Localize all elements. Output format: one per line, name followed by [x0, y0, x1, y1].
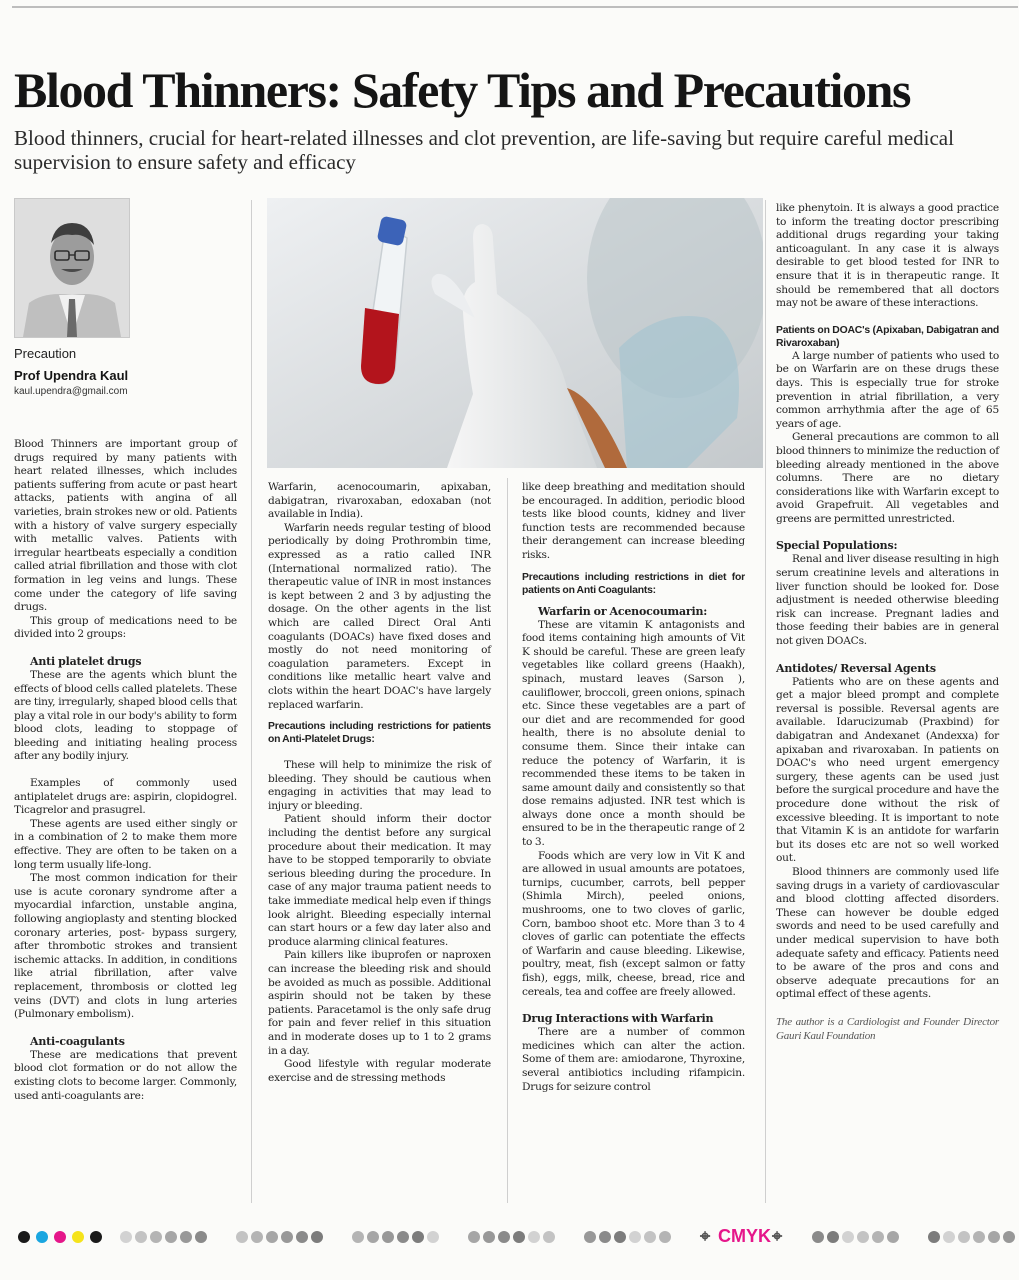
article-column-1 [14, 438, 237, 1103]
tint-dot-icon [397, 1231, 409, 1243]
paragraph: Examples of commonly used antiplatelet drugs are: aspirin, clopidogrel. Ticagrelor and prasugrel. [14, 777, 237, 817]
paragraph: Patient should inform their doctor including the dentist before any surgical procedure about their medication. It may have to be stopped temporarily to obviate serious bleeding during the procedure. In case of any major trauma patient needs to take immediate medical help even if things look alright. Bleeding especially internal can start hours or a few day later also and produce alarming clinical features. [268, 813, 491, 948]
tint-dot-icon [180, 1231, 192, 1243]
paragraph: A large number of patients who used to be on Warfarin are on these drugs these days. This is especially true for stroke prevention in atrial fibrillation, a very common arrhythmia after the age of 65 years of age. [776, 349, 999, 430]
tint-dot-icon [958, 1231, 970, 1243]
author-email[interactable]: kaul.upendra@gmail.com [14, 386, 128, 397]
yellow-dot-icon [72, 1231, 84, 1243]
subheading: Precautions including restrictions for patients on Anti-Platelet Drugs: [268, 721, 491, 746]
subheading: Precautions including restrictions in diet for patients on Anti Coagulants: [522, 571, 745, 596]
subheading: Anti-coagulants [30, 1034, 125, 1048]
paragraph: Warfarin needs regular testing of blood periodically by doing Prothrombin time, expressed as a ratio called INR (International normalized ratio). The therapeutic value of INR in most instances is kept between 2 and 3 by adjusting the dosage. On the other agents in the list which are called Direct Oral Anti coagulants (DOACs) have fixed doses and mostly do not need monitoring of coagulation parameters. Except in conditions like metallic heart valve and clots within the heart DOAC's have largely replaced warfarin. [268, 521, 491, 711]
paragraph: Warfarin, acenocoumarin, apixaban, dabigatran, rivaroxaban, edoxaban (not available in India). [268, 481, 491, 521]
tint-dot-icon [195, 1231, 207, 1243]
paragraph: General precautions are common to all blood thinners to minimize the reduction of bleeding already mentioned in the above columns. There are no dietary considerations like with Warfarin except to avoid Grapefruit. All vegetables and greens are permitted unrestricted. [776, 431, 999, 525]
tint-dot-icon [629, 1231, 641, 1243]
tint-dot-icon [513, 1231, 525, 1243]
subheading: Warfarin or Acenocoumarin: [538, 604, 708, 618]
paragraph: Blood thinners are commonly used life saving drugs in a variety of cardiovascular and blood clotting affected disorders. These can however be double edged swords and need to be used carefully and under medical supervision to have both adequate safety and efficacy. Patients need to be aware of the pros and cons and observe adequate precautions for an optimal effect of these agents. [776, 865, 999, 1001]
paragraph: The most common indication for their use is acute coronary syndrome after a myocardial infarction, unstable angina, following angioplasty and stenting blocked coronary arteries, post- bypass surgery, after thrombotic strokes and transient ischemic attacks. In addition, in conditions like atrial fibrillation, after valve replacement, thrombosis or clotted leg veins (DVT) and clots in lung arteries (Pulmonary embolism). [14, 872, 237, 1021]
tint-dot-icon [988, 1231, 1000, 1243]
tint-dot-icon [120, 1231, 132, 1243]
article-column-4 [776, 202, 999, 1043]
paragraph: Renal and liver disease resulting in high serum creatinine levels and alterations in liver function should be looked for. Dose adjustment is needed otherwise bleeding risk can increase. Pregnant ladies and those feeding their babies are in general not given DOACs. [776, 553, 999, 648]
tint-dot-icon [352, 1231, 364, 1243]
tint-dot-icon [644, 1231, 656, 1243]
tint-dot-icon [614, 1231, 626, 1243]
paragraph: This group of medications need to be divided into 2 groups: [14, 614, 237, 641]
subheading: Special Populations: [776, 539, 898, 553]
tint-dot-icon [135, 1231, 147, 1243]
subheading: Patients on DOAC's (Apixaban, Dabigatran and Rivaroxaban) [776, 324, 999, 349]
tint-dot-icon [382, 1231, 394, 1243]
paragraph: like phenytoin. It is always a good practice to inform the treating doctor prescribing additional drugs regarding your taking anticoagulant. In any case it is always desirable to get blood tested for INR to ensure that it is in therapeutic range. It should be remembered that all doctors may not be aware of these interactions. [776, 202, 999, 310]
tint-dot-icon [528, 1231, 540, 1243]
tint-dot-icon [973, 1231, 985, 1243]
tint-dot-icon [599, 1231, 611, 1243]
tint-dot-icon [498, 1231, 510, 1243]
tint-dot-icon [150, 1231, 162, 1243]
tint-dot-icon [872, 1231, 884, 1243]
article-column-2 [268, 481, 491, 1085]
registration-mark-icon: ⌖ [772, 1226, 783, 1246]
paragraph: Pain killers like ibuprofen or naproxen can increase the bleeding risk and should be avoided as much as possible. Additional aspirin should not be taken by these patients. Paracetamol is the only safe drug for pain and fever relief in this situation and in moderate doses up to 1 to 2 grams in a day. [268, 949, 491, 1057]
paragraph: Patients who are on these agents and get a major bleed prompt and complete reversal is possible. Reversal agents are available. Idarucizumab (Praxbind) for dabigatran and Andexanet (Andexxa) for apixaban and rivaroxaban. In patients on DOAC's who need urgent emergency surgery, these agents can be used just before the surgical procedure and have the procedure done without the risk of excessive bleeding. It is important to note that Vitamin K is an antidote for warfarin but its doses etc are not so well worked out. [776, 675, 999, 865]
headline: Blood Thinners: Safety Tips and Precautions [14, 62, 911, 118]
tint-dot-icon [827, 1231, 839, 1243]
author-credit: The author is a Cardiologist and Founder Director Gauri Kaul Foundation [776, 1015, 999, 1042]
paragraph: These will help to minimize the risk of bleeding. They should be cautious when engaging in activities that may lead to injury or bleeding. [268, 759, 491, 812]
tint-dot-icon [812, 1231, 824, 1243]
subheading: Anti platelet drugs [30, 654, 142, 668]
author-photo [14, 198, 130, 338]
tint-dot-icon [281, 1231, 293, 1243]
tint-dot-icon [468, 1231, 480, 1243]
paragraph: These are vitamin K antagonists and food items containing high amounts of Vit K should be careful. These are green leafy vegetables like collard greens (Haakh), spinach, mustard leaves (Sarson ), cauliflower, broccoli, green onions, spinach etc. Since these vegetables are a part of our diet and are recommended for good health, there is no absolute denial to consume them. Since their intake can reduce the potency of Warfarin, it is recommended these items to be taken in same amount daily and consistently so that dose remains adjusted. INR test which is always done once a month should be ensured to be in the therapeutic range of 2 to 3. [522, 618, 745, 849]
cyan-dot-icon [36, 1231, 48, 1243]
black-dot-icon [18, 1231, 30, 1243]
column-divider [765, 200, 766, 1203]
column-divider [251, 200, 252, 1203]
paragraph: Good lifestyle with regular moderate exercise and de stressing methods [268, 1058, 491, 1084]
tint-dot-icon [236, 1231, 248, 1243]
paragraph: These agents are used either singly or in a combination of 2 to make them more effective. They are often to be taken on a long term usually life-long. [14, 817, 237, 871]
paragraph: These are medications that prevent blood clot formation or do not allow the existing clots to become larger. Commonly, used anti-coagulants are: [14, 1048, 237, 1102]
tint-dot-icon [857, 1231, 869, 1243]
paragraph: like deep breathing and meditation should be encouraged. In addition, periodic blood tests like blood counts, kidney and liver function tests are recommended because their derangement can increase bleeding risks. [522, 481, 745, 561]
cmyk-label: CMYK [718, 1226, 771, 1246]
tint-dot-icon [584, 1231, 596, 1243]
black-dot-icon [90, 1231, 102, 1243]
article-column-3 [522, 481, 745, 1094]
tint-dot-icon [1003, 1231, 1015, 1243]
column-divider [507, 478, 508, 1203]
tint-dot-icon [367, 1231, 379, 1243]
tint-dot-icon [928, 1231, 940, 1243]
tint-dot-icon [412, 1231, 424, 1243]
registration-mark-icon: ⌖ [700, 1226, 711, 1246]
tint-dot-icon [659, 1231, 671, 1243]
tint-dot-icon [165, 1231, 177, 1243]
paragraph: There are a number of common medicines which can alter the action. Some of them are: amiodarone, Thyroxine, several antibiotics including rifampicin. Drugs for seizure control [522, 1026, 745, 1093]
tint-dot-icon [887, 1231, 899, 1243]
section-label: Precaution [14, 346, 77, 361]
tint-dot-icon [842, 1231, 854, 1243]
tint-dot-icon [251, 1231, 263, 1243]
tint-dot-icon [296, 1231, 308, 1243]
standfirst: Blood thinners, crucial for heart-related illnesses and clot prevention, are life-saving but require careful medical supervision to ensure safety and efficacy [14, 126, 954, 174]
tint-dot-icon [483, 1231, 495, 1243]
tint-dot-icon [311, 1231, 323, 1243]
cmyk-registration-bar [12, 1224, 1018, 1252]
top-rule [12, 6, 1018, 8]
feature-photo [267, 198, 763, 468]
author-name: Prof Upendra Kaul [14, 368, 129, 383]
tint-dot-icon [266, 1231, 278, 1243]
subheading: Antidotes/ Reversal Agents [776, 661, 936, 675]
tint-dot-icon [943, 1231, 955, 1243]
tint-dot-icon [427, 1231, 439, 1243]
subheading: Drug Interactions with Warfarin [522, 1012, 714, 1026]
paragraph: These are the agents which blunt the effects of blood cells called platelets. These are tiny, irregularly, shaped blood cells that play a vital role in our body's ability to form blood clots, leading to stoppage of bleeding and initiating healing process after any bodily injury. [14, 668, 237, 763]
magenta-dot-icon [54, 1231, 66, 1243]
paragraph: Foods which are very low in Vit K and are allowed in usual amounts are potatoes, turnips, cucumber, carrots, bell pepper (Shimla Mirch), peeled onions, mushrooms, one to two cloves of garlic, Corn, bamboo shoot etc. More than 3 to 4 cloves of garlic can potentiate the effects of Warfarin and cause bleeding. Likewise, poultry, meat, fish (except salmon or fatty fish), eggs, milk, cheese, bread, rice and cereals, tea and coffee are freely allowed. [522, 849, 745, 998]
tint-dot-icon [543, 1231, 555, 1243]
paragraph: Blood Thinners are important group of drugs required by many patients with heart related illnesses, which includes patients suffering from acute or past heart attacks, patients with angina of all varieties, brain strokes new or old. Patients with a history of valve surgery especially with metallic valves. Patients with irregular heartbeats especially a condition called atrial fibrillation and those with clot formation in leg veins and lungs. These come under the category of life saving drugs. [14, 438, 237, 614]
